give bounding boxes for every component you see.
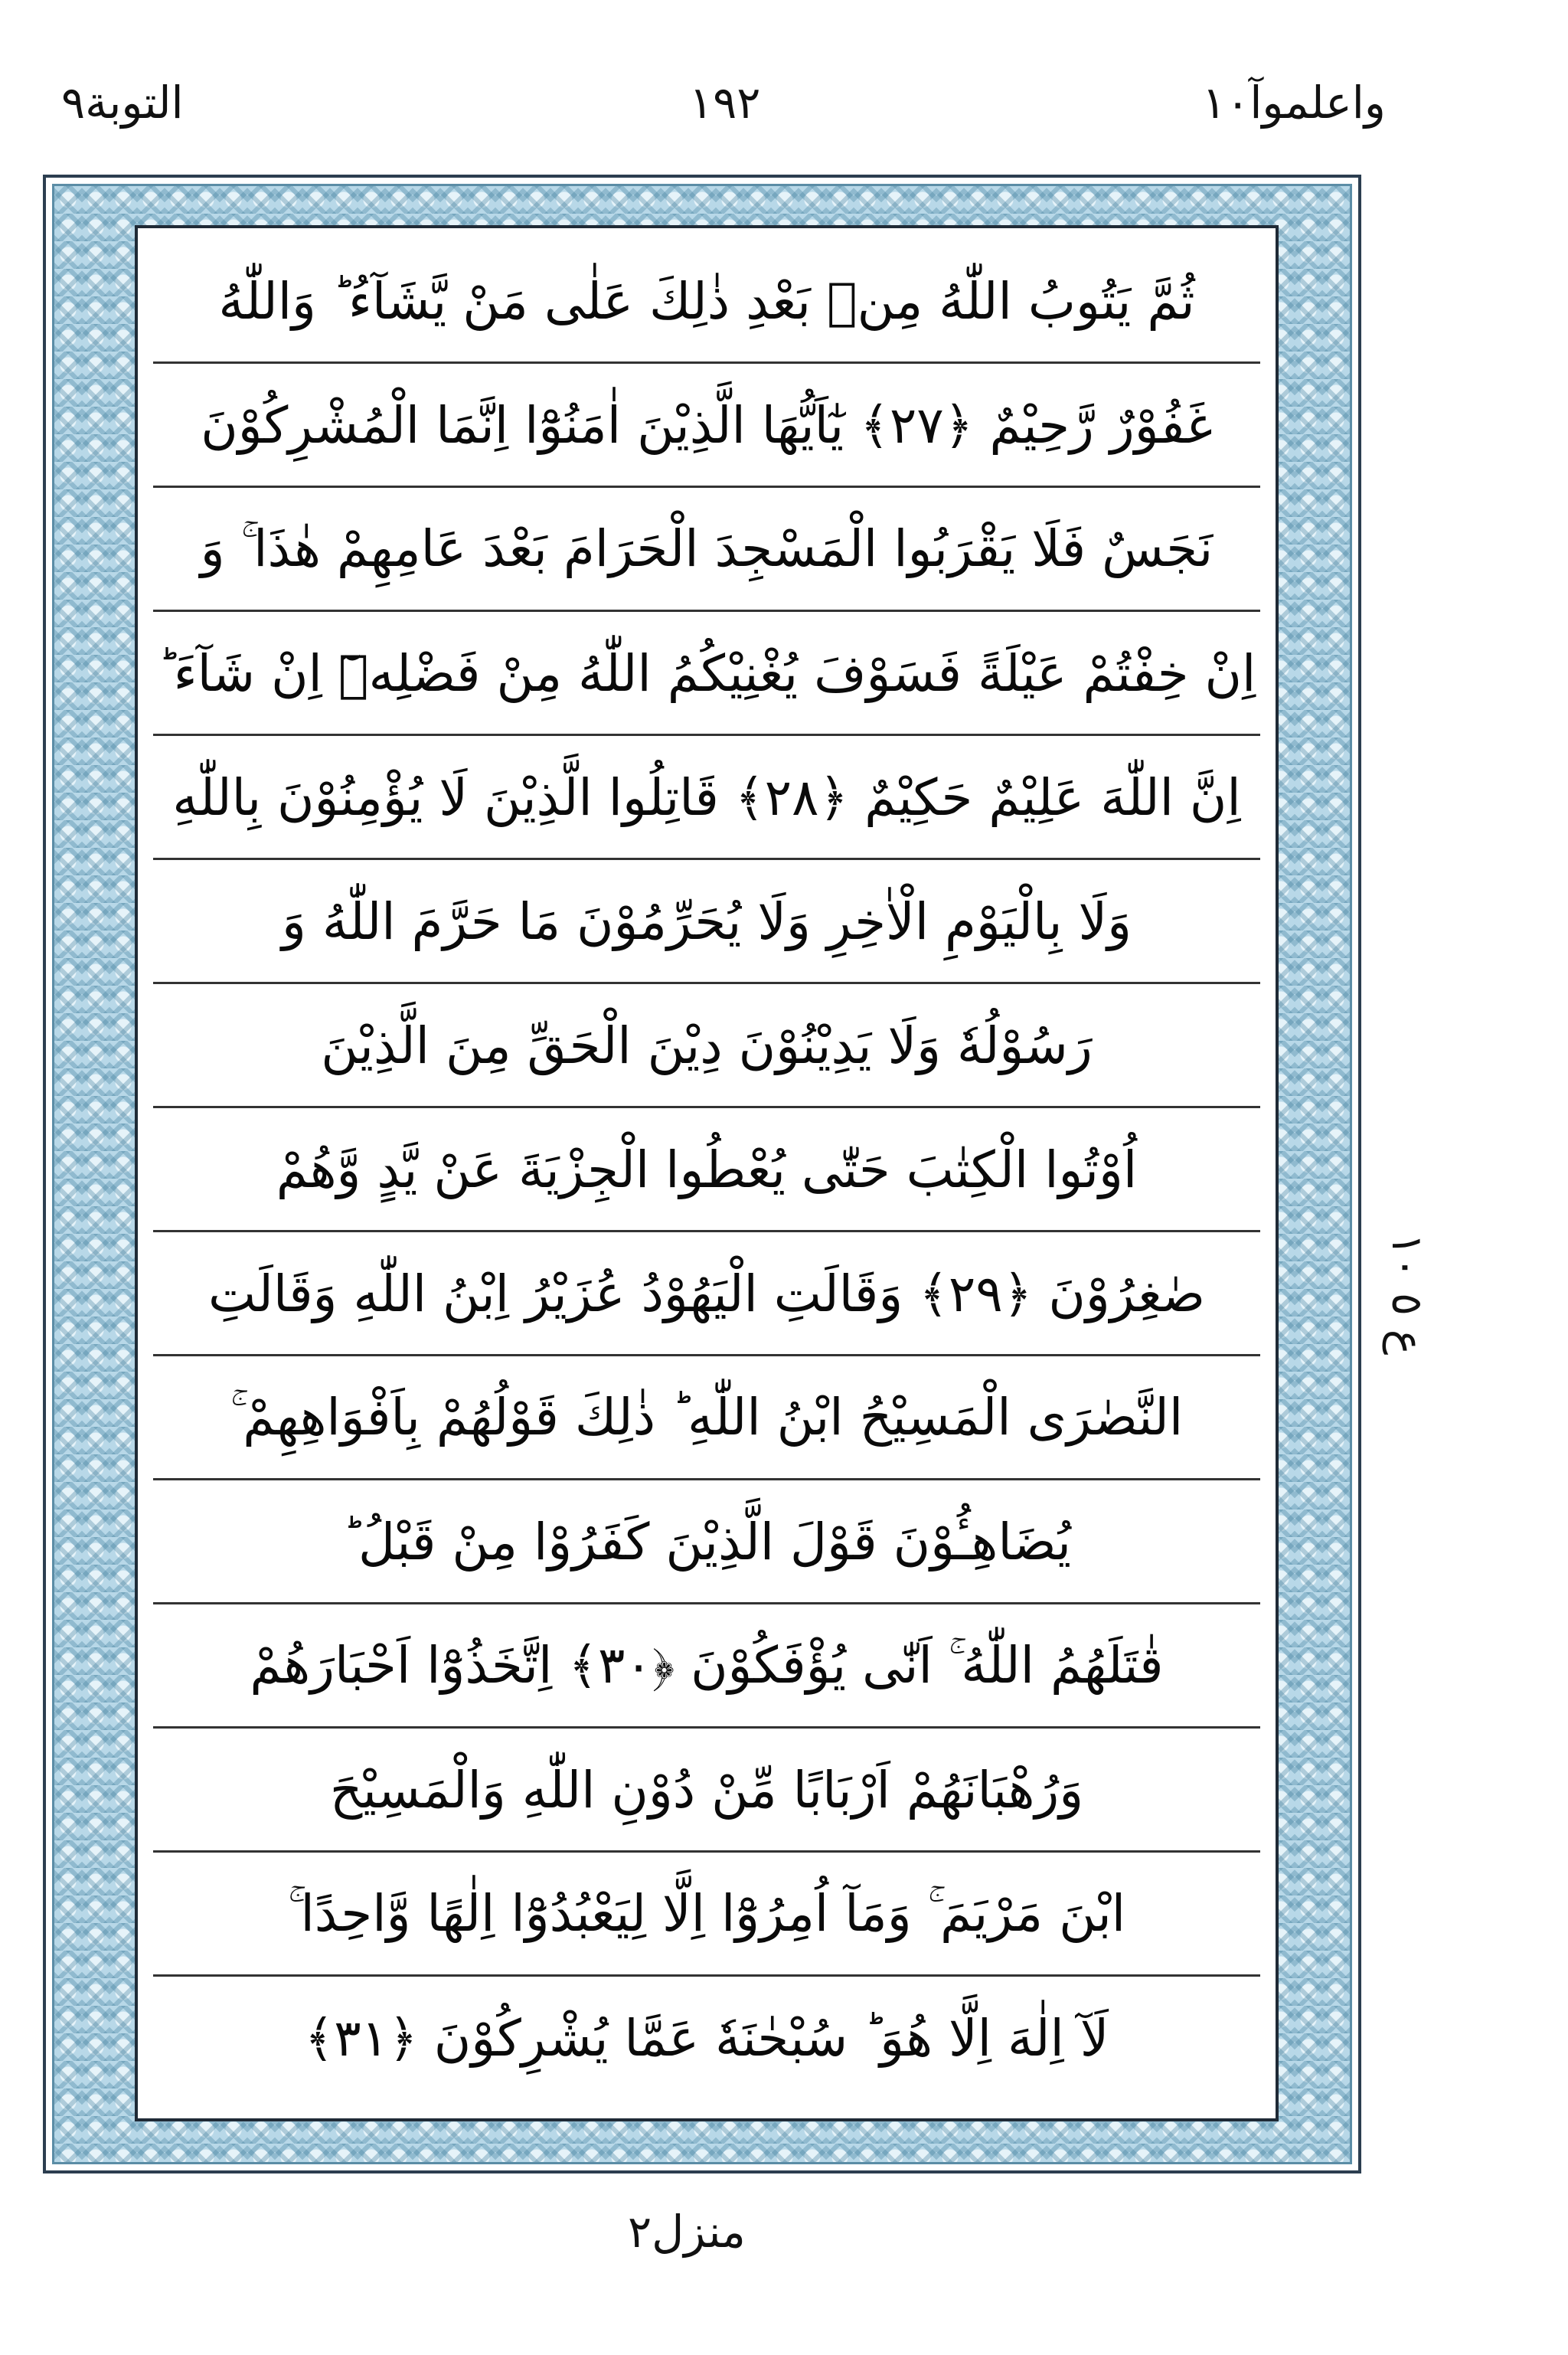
- page-number: ١٩٢: [689, 77, 761, 129]
- line-rule: [153, 486, 1260, 488]
- line-rule: [153, 734, 1260, 736]
- line-rule: [153, 982, 1260, 984]
- verse-line-11: يُضَاهِـُٔوْنَ قَوْلَ الَّذِيْنَ كَفَرُوْا مِنْ قَبْلُ ؕ: [341, 1512, 1072, 1572]
- line-rule: [153, 1602, 1260, 1604]
- verse-line-5: اِنَّ اللّٰهَ عَلِيْمٌ حَكِيْمٌ ﴿٢٨﴾ قَاتِلُوا الَّذِيْنَ لَا يُؤْمِنُوْنَ بِاللّٰهِ: [172, 767, 1241, 827]
- verse-line-1: ثُمَّ يَتُوبُ اللّٰهُ مِنۢ بَعْدِ ذٰلِكَ عَلٰى مَنْ يَّشَآءُ ؕ وَاللّٰهُ: [218, 271, 1195, 331]
- verse-line-14: ابْنَ مَرْيَمَ ۚ وَمَآ اُمِرُوْٓا اِلَّا لِيَعْبُدُوْٓا اِلٰهًا وَّاحِدًا ۚ: [287, 1883, 1126, 1943]
- line-rule: [153, 858, 1260, 860]
- verse-line-13: وَرُهْبَانَهُمْ اَرْبَابًا مِّنْ دُوْنِ اللّٰهِ وَالْمَسِيْحَ: [329, 1760, 1084, 1820]
- line-rule: [153, 1726, 1260, 1729]
- verse-line-8: اُوْتُوا الْكِتٰبَ حَتّٰى يُعْطُوا الْجِزْيَةَ عَنْ يَّدٍ وَّهُمْ: [276, 1140, 1138, 1199]
- verse-line-15: لَآ اِلٰهَ اِلَّا هُوَ ؕ سُبْحٰنَهٗ عَمَّا يُشْرِكُوْنَ ﴿٣١﴾: [304, 2008, 1109, 2068]
- verse-line-4: اِنْ خِفْتُمْ عَيْلَةً فَسَوْفَ يُغْنِيْكُمُ اللّٰهُ مِنْ فَضْلِهٖٓ اِنْ شَآءَ ؕ: [157, 643, 1256, 703]
- verse-line-6: وَلَا بِالْيَوْمِ الْاٰخِرِ وَلَا يُحَرِّمُوْنَ مَا حَرَّمَ اللّٰهُ وَ: [282, 891, 1132, 951]
- verse-line-7: رَسُوْلُهٗ وَلَا يَدِيْنُوْنَ دِيْنَ الْحَقِّ مِنَ الَّذِيْنَ: [321, 1016, 1093, 1075]
- line-rule: [153, 1974, 1260, 1977]
- line-rule: [153, 1850, 1260, 1853]
- line-rule: [153, 610, 1260, 612]
- line-rule: [153, 1354, 1260, 1356]
- line-rule: [153, 1478, 1260, 1480]
- line-rule: [153, 361, 1260, 364]
- manzil-label: منزل٢: [628, 2206, 746, 2258]
- juz-name: واعلموآ١٠: [1202, 77, 1386, 129]
- verse-line-12: قٰتَلَهُمُ اللّٰهُ ۚ اَنّٰى يُؤْفَكُوْنَ ﴿٣٠﴾ اِتَّخَذُوْٓا اَحْبَارَهُمْ: [250, 1635, 1164, 1695]
- surah-name: التوبة٩: [61, 77, 184, 129]
- ruku-marker: ع ٥ ١٠: [1382, 1233, 1432, 1356]
- line-rule: [153, 1106, 1260, 1108]
- verse-line-3: نَجَسٌ فَلَا يَقْرَبُوا الْمَسْجِدَ الْحَرَامَ بَعْدَ عَامِهِمْ هٰذَا ۚ وَ: [200, 518, 1214, 578]
- verse-line-9: صٰغِرُوْنَ ﴿٢٩﴾ وَقَالَتِ الْيَهُوْدُ عُزَيْرُ اِبْنُ اللّٰهِ وَقَالَتِ: [207, 1264, 1206, 1323]
- verse-line-10: النَّصٰرَى الْمَسِيْحُ ابْنُ اللّٰهِ ؕ ذٰلِكَ قَوْلُهُمْ بِاَفْوَاهِهِمْ ۚ: [230, 1387, 1184, 1447]
- text-panel: [135, 225, 1279, 2121]
- line-rule: [153, 1230, 1260, 1232]
- verse-line-2: غَفُوْرٌ رَّحِيْمٌ ﴿٢٧﴾ يٰٓاَيُّهَا الَّذِيْنَ اٰمَنُوْٓا اِنَّمَا الْمُشْرِكُوْنَ: [201, 395, 1213, 455]
